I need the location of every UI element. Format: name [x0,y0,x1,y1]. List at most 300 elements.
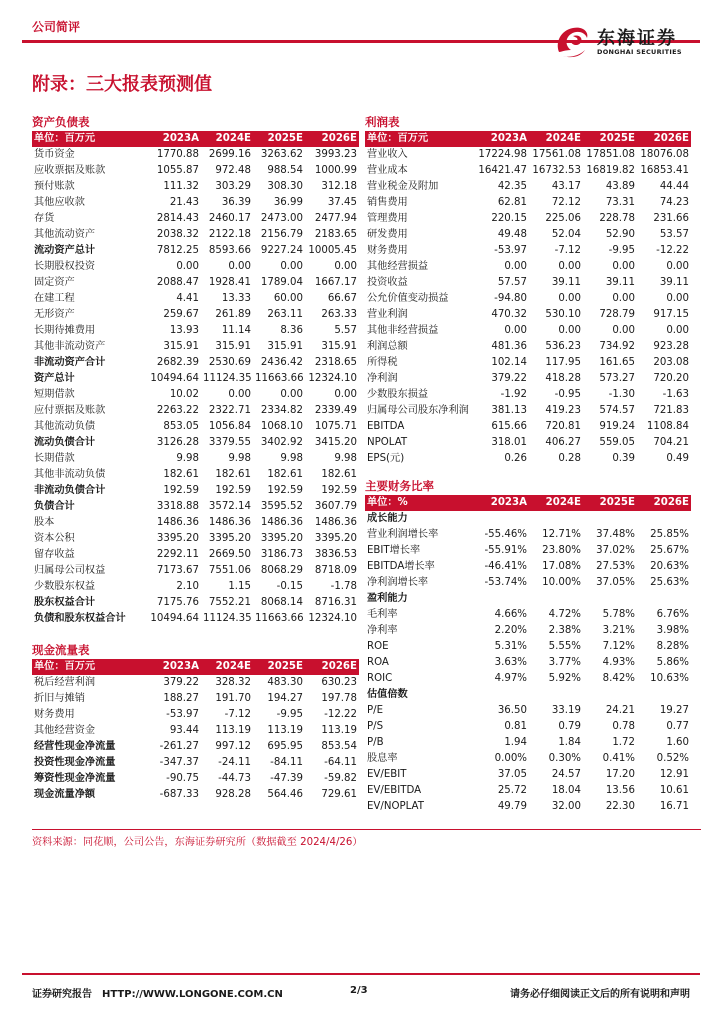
row-label: EPS(元) [367,453,405,464]
row-label: 估值倍数 [367,689,408,700]
value-cell: 5.86% [656,657,689,668]
value-cell: 27.53% [596,561,635,572]
value-cell: 17.20 [605,769,635,780]
value-cell: 1108.84 [646,421,689,432]
value-cell: 1.15 [228,581,251,592]
row-label: 非流动资产合计 [34,357,106,368]
value-cell: 419.23 [545,405,581,416]
value-cell: 328.32 [215,677,251,688]
year-header: 2023A [475,495,529,511]
table-row [32,419,359,435]
value-cell: 3572.14 [208,501,251,512]
value-cell: 11663.66 [255,613,304,624]
value-cell: 8068.29 [260,565,303,576]
value-cell: 10005.45 [308,245,357,256]
footer-disclaimer: 请务必仔细阅读正文后的所有说明和声明 [510,989,690,1000]
row-label: 销售费用 [367,197,408,208]
value-cell: 3379.55 [208,437,251,448]
row-label: 留存收益 [34,549,75,560]
value-cell: 49.48 [497,229,527,240]
value-cell: 10.61 [659,785,689,796]
value-cell: 308.30 [267,181,303,192]
value-cell: -53.74% [484,577,527,588]
table-row [32,435,359,451]
row-label: 财务费用 [34,709,75,720]
table-row [365,147,691,163]
unit-header: 单位：百万元 [365,131,475,147]
value-cell: 8716.31 [314,597,357,608]
value-cell: 12.71% [542,529,581,540]
value-cell: 3595.52 [260,501,303,512]
year-header: 2024E [201,131,253,147]
value-cell: 1486.36 [260,517,303,528]
value-cell: 191.70 [215,693,251,704]
value-cell: 10.00% [542,577,581,588]
value-cell: 0.00 [666,261,689,272]
row-label: 非流动负债合计 [34,485,106,496]
value-cell: 0.49 [666,453,689,464]
table-row [32,371,359,387]
value-cell: 2682.39 [156,357,199,368]
value-cell: 8718.09 [314,565,357,576]
value-cell: 192.59 [215,485,251,496]
ratios-table [365,495,691,815]
row-label: EBITDA增长率 [367,561,435,572]
table-row [32,579,359,595]
value-cell: 7173.67 [156,565,199,576]
value-cell: 13.93 [169,325,199,336]
row-label: 资产总计 [34,373,75,384]
value-cell: 117.95 [545,357,581,368]
value-cell: 0.00 [176,261,199,272]
value-cell: 0.00 [612,293,635,304]
table-row [32,675,359,691]
value-cell: 25.72 [497,785,527,796]
value-cell: -53.97 [166,709,199,720]
value-cell: 3415.20 [314,437,357,448]
year-header: 2023A [475,131,529,147]
value-cell: -53.97 [494,245,527,256]
value-cell: 853.05 [163,421,199,432]
value-cell: 13.56 [605,785,635,796]
value-cell: 228.78 [599,213,635,224]
value-cell [583,687,637,703]
value-cell: 37.48% [596,529,635,540]
value-cell: 1000.99 [314,165,357,176]
row-label: 资本公积 [34,533,75,544]
value-cell [637,591,691,607]
value-cell: 530.10 [545,309,581,320]
value-cell: 0.00 [504,325,527,336]
table-row [365,527,691,543]
value-cell: 3.63% [494,657,527,668]
value-cell: 192.59 [321,485,357,496]
value-cell: 44.44 [659,181,689,192]
value-cell: 0.79 [558,721,581,732]
value-cell: 16819.82 [586,165,635,176]
value-cell: 57.57 [497,277,527,288]
value-cell: 2814.43 [156,213,199,224]
value-cell: 1.72 [612,737,635,748]
table-row [365,703,691,719]
value-cell: 24.57 [551,769,581,780]
year-header: 2024E [529,495,583,511]
value-cell: -7.12 [224,709,251,720]
value-cell: 0.78 [612,721,635,732]
value-cell: 25.85% [650,529,689,540]
row-label: 营业成本 [367,165,408,176]
row-label: EBITDA [367,421,405,432]
value-cell: 0.00 [612,325,635,336]
value-cell: -59.82 [324,773,357,784]
table-row [32,771,359,787]
value-cell: 2.10 [176,581,199,592]
table-row [365,339,691,355]
value-cell: -12.22 [656,245,689,256]
row-label: 营业税金及附加 [367,181,439,192]
table-row [365,799,691,815]
table-row [32,755,359,771]
row-label: 预付账款 [34,181,75,192]
value-cell: 2263.22 [156,405,199,416]
row-label: 税后经营利润 [34,677,96,688]
value-cell: 3395.20 [260,533,303,544]
value-cell: 36.39 [221,197,251,208]
unit-header: 单位：百万元 [32,131,145,147]
page-title: 附录：三大报表预测值 [32,74,212,95]
row-label: 其他应收款 [34,197,85,208]
value-cell: 2669.50 [208,549,251,560]
value-cell: 0.00 [334,261,357,272]
value-cell: 11124.35 [203,373,252,384]
value-cell: -0.95 [554,389,581,400]
value-cell: 559.05 [599,437,635,448]
value-cell: 18.04 [551,785,581,796]
value-cell: 53.57 [659,229,689,240]
value-cell: 0.00 [666,325,689,336]
value-cell: 1667.17 [314,277,357,288]
value-cell: 470.32 [491,309,527,320]
table-row [365,639,691,655]
value-cell: -1.63 [662,389,689,400]
value-cell: 36.50 [497,705,527,716]
value-cell [529,511,583,527]
footer-website[interactable]: 证券研究报告 HTTP://WWW.LONGONE.COM.CN [32,989,283,1000]
value-cell: 263.11 [267,309,303,320]
value-cell: 3607.79 [314,501,357,512]
value-cell: 42.35 [497,181,527,192]
table-row [365,291,691,307]
value-cell [475,511,529,527]
row-label: EV/NOPLAT [367,801,424,812]
value-cell: 0.26 [504,453,527,464]
cash-flow-title: 现金流量表 [32,642,359,661]
value-cell: 25.67% [650,545,689,556]
table-row [32,275,359,291]
row-label: 流动负债合计 [34,437,96,448]
table-row [32,179,359,195]
value-cell: -24.11 [218,757,251,768]
value-cell: 2156.79 [260,229,303,240]
value-cell: 49.79 [497,801,527,812]
value-cell: 481.36 [491,341,527,352]
table-row [32,195,359,211]
table-row [365,591,691,607]
row-label: 货币资金 [34,149,75,160]
value-cell: 4.72% [548,609,581,620]
value-cell: 22.30 [605,801,635,812]
value-cell [637,511,691,527]
value-cell: 2477.94 [314,213,357,224]
value-cell: 182.61 [267,469,303,480]
value-cell: 3186.73 [260,549,303,560]
value-cell: 231.66 [653,213,689,224]
value-cell: 9.98 [176,453,199,464]
value-cell: 0.81 [504,721,527,732]
value-cell: 2.38% [548,625,581,636]
value-cell: 536.23 [545,341,581,352]
value-cell: 1075.71 [314,421,357,432]
table-row [365,607,691,623]
year-header: 2025E [583,131,637,147]
row-label: 所得税 [367,357,398,368]
value-cell: 303.29 [215,181,251,192]
value-cell: 3318.88 [156,501,199,512]
value-cell: 3126.28 [156,437,199,448]
value-cell: 16732.53 [532,165,581,176]
table-row [32,499,359,515]
footer-divider [22,973,700,975]
value-cell: 379.22 [163,677,199,688]
value-cell: 483.30 [267,677,303,688]
value-cell: 5.57 [334,325,357,336]
value-cell: 37.02% [596,545,635,556]
value-cell: 25.63% [650,577,689,588]
row-label: 利润总额 [367,341,408,352]
report-type-tag: 公司简评 [32,20,81,34]
value-cell: 11663.66 [255,373,304,384]
value-cell: 1486.36 [156,517,199,528]
value-cell: 19.27 [659,705,689,716]
value-cell [583,511,637,527]
value-cell: 923.28 [653,341,689,352]
table-row [32,691,359,707]
value-cell: 1055.87 [156,165,199,176]
row-label: 公允价值变动损益 [367,293,449,304]
value-cell: -44.73 [218,773,251,784]
row-label: ROA [367,657,389,668]
value-cell: 0.00 [228,261,251,272]
table-row [32,387,359,403]
value-cell [529,687,583,703]
year-header: 2025E [253,659,305,675]
value-cell: 0.39 [612,453,635,464]
value-cell: 4.97% [494,673,527,684]
value-cell: 729.61 [321,789,357,800]
row-label: 财务费用 [367,245,408,256]
row-label: 长期股权投资 [34,261,96,272]
value-cell: 5.55% [548,641,581,652]
row-label: 管理费用 [367,213,408,224]
value-cell: 5.92% [548,673,581,684]
year-header: 2026E [305,131,359,147]
value-cell: 0.52% [656,753,689,764]
value-cell: 2699.16 [208,149,251,160]
table-row [32,243,359,259]
value-cell: -55.46% [484,529,527,540]
value-cell: 312.18 [321,181,357,192]
value-cell: 315.91 [163,341,199,352]
value-cell: 0.77 [666,721,689,732]
table-row [32,467,359,483]
value-cell: 695.95 [267,741,303,752]
value-cell: 2038.32 [156,229,199,240]
value-cell: -261.27 [159,741,199,752]
value-cell: 17851.08 [586,149,635,160]
value-cell: -1.78 [330,581,357,592]
value-cell: 3.77% [548,657,581,668]
value-cell [475,687,529,703]
value-cell: 4.41 [176,293,199,304]
row-label: 股息率 [367,753,398,764]
row-label: 其他非经营损益 [367,325,439,336]
value-cell: 111.32 [163,181,199,192]
value-cell: 3.21% [602,625,635,636]
value-cell: -12.22 [324,709,357,720]
value-cell: 192.59 [163,485,199,496]
value-cell: 928.28 [215,789,251,800]
table-row [32,355,359,371]
value-cell: 0.00 [334,389,357,400]
value-cell: 2473.00 [260,213,303,224]
table-row [32,739,359,755]
value-cell: 3402.92 [260,437,303,448]
value-cell: 113.19 [267,725,303,736]
value-cell: 203.08 [653,357,689,368]
table-row [32,723,359,739]
row-label: 投资性现金净流量 [34,757,116,768]
value-cell: 418.28 [545,373,581,384]
value-cell: -46.41% [484,561,527,572]
table-row [365,719,691,735]
value-cell: 10.63% [650,673,689,684]
value-cell: 7552.21 [208,597,251,608]
value-cell: 5.31% [494,641,527,652]
value-cell: -64.11 [324,757,357,768]
row-label: 负债和股东权益合计 [34,613,126,624]
row-label: 负债合计 [34,501,75,512]
income-statement-table [365,131,691,467]
value-cell: 0.00 [504,261,527,272]
value-cell: 194.27 [267,693,303,704]
value-cell: -9.95 [608,245,635,256]
value-cell: -55.91% [484,545,527,556]
table-row [32,563,359,579]
value-cell: 3.98% [656,625,689,636]
table-row [365,559,691,575]
value-cell: 564.46 [267,789,303,800]
value-cell: 21.43 [169,197,199,208]
year-header: 2026E [637,131,691,147]
value-cell: 720.20 [653,373,689,384]
value-cell: 39.11 [605,277,635,288]
row-label: 现金流量净额 [34,789,96,800]
row-label: 净利润增长率 [367,577,429,588]
value-cell: 16.71 [659,801,689,812]
row-label: 其他经营资金 [34,725,96,736]
value-cell: 1789.04 [260,277,303,288]
value-cell: 33.19 [551,705,581,716]
row-label: EBIT增长率 [367,545,421,556]
value-cell: 0.00 [558,293,581,304]
value-cell: 20.63% [650,561,689,572]
table-row [365,671,691,687]
row-label: P/E [367,705,384,716]
value-cell: 853.54 [321,741,357,752]
value-cell: -1.30 [608,389,635,400]
value-cell: 102.14 [491,357,527,368]
value-cell: 2183.65 [314,229,357,240]
table-row [365,419,691,435]
row-label: 少数股东损益 [367,389,429,400]
table-row [32,163,359,179]
data-source-note: 资料来源：同花顺，公司公告，东海证券研究所（数据截至 2024/4/26） [32,829,701,848]
table-row [32,707,359,723]
value-cell: 997.12 [215,741,251,752]
value-cell: 74.23 [659,197,689,208]
table-row [32,595,359,611]
value-cell: 10494.64 [150,373,199,384]
table-row [32,451,359,467]
value-cell: 11124.35 [203,613,252,624]
table-row [365,243,691,259]
dragon-logo-icon [553,22,593,60]
row-label: 无形资产 [34,309,75,320]
value-cell: 0.00 [280,261,303,272]
row-label: 存货 [34,213,55,224]
table-row [365,259,691,275]
row-label: 长期借款 [34,453,75,464]
value-cell: 0.00% [494,753,527,764]
value-cell: 3395.20 [314,533,357,544]
income-statement-title: 利润表 [365,114,691,133]
table-row [32,211,359,227]
value-cell: 62.81 [497,197,527,208]
value-cell: 3993.23 [314,149,357,160]
value-cell: 52.04 [551,229,581,240]
row-label: 应收票据及账款 [34,165,106,176]
value-cell: 182.61 [321,469,357,480]
value-cell: 8.28% [656,641,689,652]
year-header: 2024E [201,659,253,675]
value-cell: 2088.47 [156,277,199,288]
value-cell: 12324.10 [308,373,357,384]
value-cell: 24.21 [605,705,635,716]
table-row [32,147,359,163]
value-cell: 704.21 [653,437,689,448]
row-label: 应付票据及账款 [34,405,106,416]
value-cell: 573.27 [599,373,635,384]
value-cell: 11.14 [221,325,251,336]
year-header: 2025E [253,131,305,147]
value-cell: 3836.53 [314,549,357,560]
balance-sheet-table [32,131,359,627]
row-label: 净利率 [367,625,398,636]
cash-flow-table [32,659,359,803]
value-cell: 192.59 [267,485,303,496]
row-label: ROE [367,641,389,652]
value-cell: 225.06 [545,213,581,224]
